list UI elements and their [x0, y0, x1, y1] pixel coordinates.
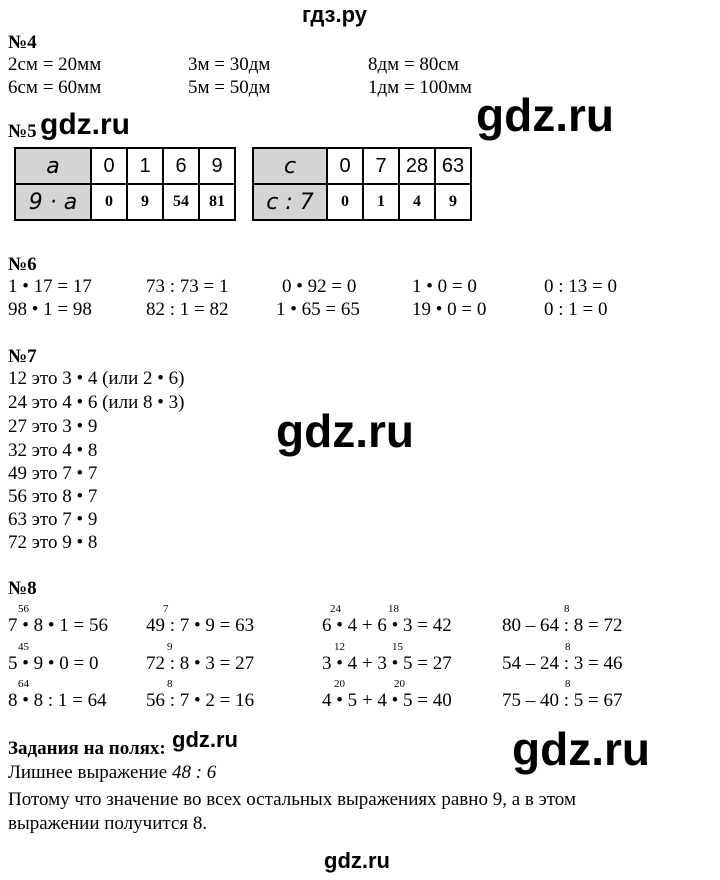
task8-sup: 9 — [167, 641, 173, 653]
task7-heading: №7 — [8, 346, 37, 367]
task8-expr: 5 • 9 • 0 = 0 — [8, 653, 99, 674]
table-c-label-bottom: c : 7 — [253, 184, 327, 220]
table-cell: 1 — [127, 148, 163, 184]
task8-expr: 49 : 7 • 9 = 63 — [146, 615, 255, 636]
watermark: gdz.ru — [324, 848, 390, 873]
task8-expr: 6 • 4 + 6 • 3 = 42 — [322, 615, 452, 636]
task7-line: 49 это 7 • 7 — [8, 463, 98, 484]
task6-expr: 0 : 1 = 0 — [544, 299, 608, 320]
task8-sup: 45 — [18, 641, 29, 653]
table-cell: 9 — [435, 184, 471, 220]
watermark: gdz.ru — [172, 727, 238, 752]
task5-heading: №5 — [8, 121, 37, 142]
table-cell: 0 — [91, 148, 127, 184]
table-cell: 28 — [399, 148, 435, 184]
task8-expr: 4 • 5 + 4 • 5 = 40 — [322, 690, 452, 711]
task4-item: 3м = 30дм — [188, 54, 271, 75]
task7-line: 32 это 4 • 8 — [8, 440, 98, 461]
table-cell: 9 — [127, 184, 163, 220]
table-c — [252, 147, 472, 221]
table-cell: 9 — [199, 148, 235, 184]
task7-line: 56 это 8 • 7 — [8, 486, 98, 507]
table-cell: 6 — [163, 148, 199, 184]
task4-item: 1дм = 100мм — [368, 77, 472, 98]
task8-expr: 7 • 8 • 1 = 56 — [8, 615, 109, 636]
table-cell: 63 — [435, 148, 471, 184]
task7-line: 12 это 3 • 4 (или 2 • 6) — [8, 368, 185, 389]
task4-item: 5м = 50дм — [188, 77, 271, 98]
task6-expr: 98 • 1 = 98 — [8, 299, 92, 320]
margin-tasks-heading: Задания на полях: — [8, 738, 166, 759]
task8-sup: 18 — [388, 603, 399, 615]
table-cell: 1 — [363, 184, 399, 220]
task6-expr: 19 • 0 = 0 — [412, 299, 487, 320]
task8-expr: 3 • 4 + 3 • 5 = 27 — [322, 653, 452, 674]
task8-expr: 75 – 40 : 5 = 67 — [502, 690, 623, 711]
task7-line: 63 это 7 • 9 — [8, 509, 98, 530]
task8-expr: 54 – 24 : 3 = 46 — [502, 653, 623, 674]
watermark: gdz.ru — [40, 108, 130, 141]
watermark: gdz.ru — [476, 89, 614, 141]
task4-item: 6см = 60мм — [8, 77, 102, 98]
table-cell: 0 — [91, 184, 127, 220]
table-c-label-top: c — [253, 148, 327, 184]
task8-sup: 7 — [163, 603, 169, 615]
site-title: гдз.ру — [302, 2, 367, 27]
task8-expr: 8 • 8 : 1 = 64 — [8, 690, 107, 711]
table-cell: 0 — [327, 184, 363, 220]
task6-expr: 1 • 0 = 0 — [412, 276, 477, 297]
task8-sup: 15 — [392, 641, 403, 653]
task7-line: 24 это 4 • 6 (или 8 • 3) — [8, 392, 185, 413]
task8-sup: 20 — [334, 678, 345, 690]
explanation-line: выражении получится 8. — [8, 813, 208, 834]
extra-expression-value: 48 : 6 — [171, 762, 217, 783]
task8-expr: 72 : 8 • 3 = 27 — [146, 653, 255, 674]
task8-sup: 24 — [330, 603, 341, 615]
task6-heading: №6 — [8, 254, 37, 275]
task4-item: 8дм = 80см — [368, 54, 459, 75]
task8-expr: 56 : 7 • 2 = 16 — [146, 690, 255, 711]
task8-sup: 56 — [18, 603, 29, 615]
task7-line: 72 это 9 • 8 — [8, 532, 98, 553]
task6-expr: 1 • 17 = 17 — [8, 276, 92, 297]
task8-sup: 8 — [565, 678, 571, 690]
task8-sup: 12 — [334, 641, 345, 653]
extra-expression-line — [8, 762, 216, 784]
task8-sup: 8 — [167, 678, 173, 690]
task6-expr: 82 : 1 = 82 — [146, 299, 229, 320]
task8-sup: 64 — [18, 678, 29, 690]
explanation-line: Потому что значение во всех остальных выражениях равно 9, а в этом — [8, 789, 576, 810]
watermark: gdz.ru — [276, 405, 414, 457]
table-a — [14, 147, 236, 221]
task6-expr: 0 : 13 = 0 — [544, 276, 617, 297]
table-cell: 54 — [163, 184, 199, 220]
table-cell: 4 — [399, 184, 435, 220]
task4-heading: №4 — [8, 32, 37, 53]
task8-sup: 8 — [565, 641, 571, 653]
table-cell: 7 — [363, 148, 399, 184]
table-cell: 81 — [199, 184, 235, 220]
task8-heading: №8 — [8, 578, 37, 599]
task8-expr: 80 – 64 : 8 = 72 — [502, 615, 623, 636]
task4-item: 2см = 20мм — [8, 54, 102, 75]
table-cell: 0 — [327, 148, 363, 184]
task6-expr: 73 : 73 = 1 — [146, 276, 229, 297]
task7-line: 27 это 3 • 9 — [8, 416, 98, 437]
task8-sup: 8 — [564, 603, 570, 615]
task6-expr: 1 • 65 = 65 — [276, 299, 360, 320]
table-a-label-bottom: 9 · a — [15, 184, 91, 220]
watermark: gdz.ru — [512, 723, 650, 775]
task8-sup: 20 — [394, 678, 405, 690]
task6-expr: 0 • 92 = 0 — [282, 276, 357, 297]
extra-expression-label: Лишнее выражение — [8, 762, 172, 783]
table-a-label-top: a — [15, 148, 91, 184]
